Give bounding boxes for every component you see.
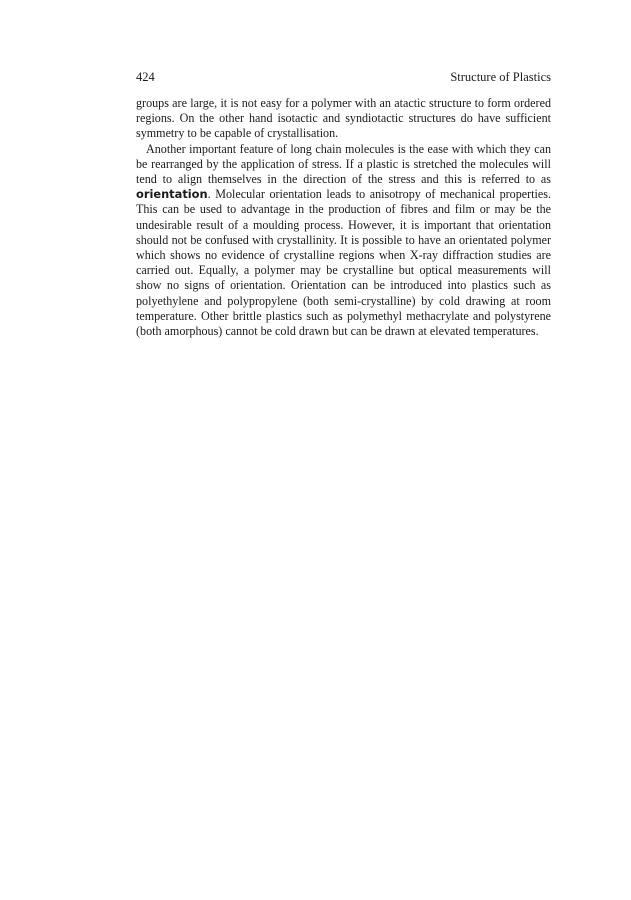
body-text — [136, 96, 551, 339]
paragraph-2-text-end: . Molecular orientation leads to anisotropy of mechanical properties. This can be used to advantage in the production of fibres and film or may be the undesirable result of a moulding process. However, it is important that orientation should not be confused with crystallinity. It is possible to have an orientated polymer which shows no evidence of crystalline regions when X-ray diffraction studies are carried out. Equally, a polymer may be crystalline but optical measurements will show no signs of orientation. Orientation can be introduced into plastics such as polyethylene and polypropylene (both semi-crystalline) by cold drawing at room temperature. Other brittle plastics such as polymethyl methacrylate and polystyrene (both amorphous) cannot be cold drawn but can be drawn at elevated temperatures. — [136, 187, 551, 339]
running-title: Structure of Plastics — [450, 70, 551, 84]
paragraph-2 — [136, 142, 551, 340]
page-number: 424 — [136, 70, 155, 84]
paragraph-2-text-start: Another important feature of long chain molecules is the ease with which they can be rearranged by the application of stress. If a plastic is stretched the molecules will tend to align themselves in the direction of the stress and this is referred to as — [136, 141, 551, 187]
paragraph-1: groups are large, it is not easy for a polymer with an atactic structure to form ordered regions. On the other hand isotactic and syndiotactic structures do have sufficient symmetry to be capable of crystallisation. — [136, 96, 551, 141]
running-head — [136, 69, 551, 85]
orientation-term: orientation — [136, 187, 208, 202]
